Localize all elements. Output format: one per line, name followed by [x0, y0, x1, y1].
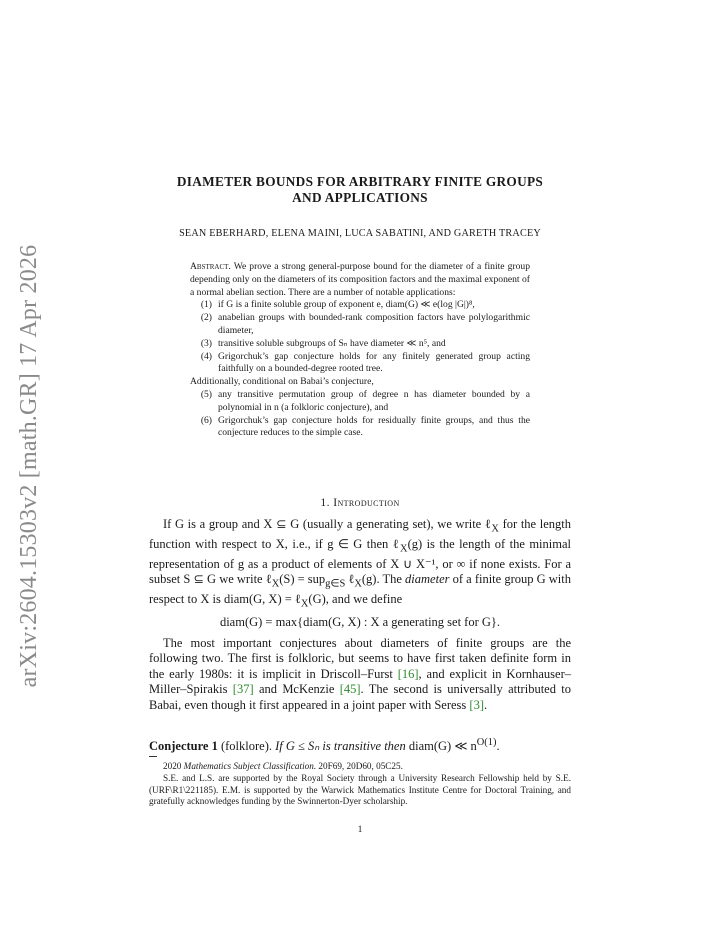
- item-number: (6): [200, 414, 212, 426]
- text-run: and McKenzie: [253, 682, 340, 697]
- text-run: (G), and we define: [308, 592, 403, 607]
- text-run: If G is a group and X ⊆ G (usually a generating set), we write ℓ: [163, 517, 492, 531]
- footnote-rule: [149, 756, 571, 757]
- title-line-2: AND APPLICATIONS: [292, 190, 428, 205]
- item-number: (1): [200, 299, 212, 311]
- author-list: SEAN EBERHARD, ELENA MAINI, LUCA SABATINI, AND GARETH TRACEY: [179, 228, 541, 239]
- text-run: .: [483, 697, 488, 712]
- subscript: X: [491, 523, 499, 535]
- section-number: 1.: [320, 496, 330, 509]
- conjecture-formula: diam(G) ≪ n: [405, 739, 477, 754]
- page-number: 1: [357, 824, 363, 835]
- conjecture-statement: If G ≤ Sₙ is transitive then: [275, 739, 406, 754]
- text-run: The most important conjectures about diameters of finite groups are the following two. The first is folkloric, but seems to have first taken definite form in the early 1980s: it is implicit in Driscoll–Furst: [149, 636, 571, 681]
- msc-label: Mathematics Subject Classification.: [183, 761, 317, 771]
- footnotes: [149, 761, 571, 808]
- item-text: Grigorchuk’s gap conjecture holds for any finitely generated group acting faithfully on a bounded-degree rooted tree.: [218, 350, 530, 375]
- text-run: of a finite group G with respect to X is diam(G, X) = ℓ: [149, 572, 571, 607]
- abstract-item: [190, 338, 530, 351]
- abstract-item: [190, 299, 530, 312]
- subscript: X: [354, 578, 362, 590]
- item-text: Grigorchuk’s gap conjecture holds for residually finite groups, and thus the conjecture reduces to the simple case.: [218, 414, 530, 439]
- paper-title: [140, 174, 580, 206]
- abstract-item: [190, 312, 530, 338]
- text-run: (S) = sup: [279, 572, 326, 587]
- title-line-1: DIAMETER BOUNDS FOR ARBITRARY FINITE GROUPS: [176, 174, 544, 189]
- abstract-item: [190, 351, 530, 377]
- text-run: ℓ: [345, 572, 355, 587]
- text-run: (g) is the length of the minimal representation of g as a product of elements of X ∪ X⁻¹, or ∞ if none exists. For a subset S ⊆ G we write ℓ: [149, 536, 571, 587]
- text-run: (g). The: [361, 572, 406, 587]
- section-heading: [140, 496, 580, 509]
- text-run: for the length function with respect to X, i.e., if g ∈ G then ℓ: [149, 517, 572, 551]
- item-number: (5): [200, 388, 212, 400]
- abstract-item: [190, 389, 530, 415]
- item-number: (3): [200, 337, 212, 349]
- text-run: .: [496, 739, 500, 754]
- subscript: X: [300, 598, 309, 610]
- abstract-intro-text: We prove a strong general-purpose bound for the diameter of a finite group depending only on the diameters of its composition factors and the maximal exponent of a normal abelian section. There are a number of notable applications:: [190, 261, 530, 298]
- subscript: g∈S: [325, 578, 346, 590]
- subscript: X: [400, 543, 408, 555]
- text-run: 2020: [163, 761, 184, 771]
- citation-link[interactable]: [3]: [469, 697, 484, 712]
- abstract: [190, 261, 530, 440]
- arxiv-stamp: arXiv:2604.15303v2 [math.GR] 17 Apr 2026: [16, 244, 42, 688]
- conjecture-attribution: (folklore).: [217, 739, 273, 754]
- citation-link[interactable]: [37]: [232, 682, 254, 697]
- superscript: O(1): [476, 737, 497, 748]
- section-title: Introduction: [333, 496, 400, 509]
- item-text: transitive soluble subgroups of Sₙ have diameter ≪ n⁵, and: [218, 337, 446, 349]
- text-run: , and explicit in Kornhauser–Miller–Spirakis: [149, 666, 571, 697]
- item-text: if G is a finite soluble group of exponent e, diam(G) ≪ e(log |G|)⁸,: [218, 299, 475, 311]
- abstract-label: Abstract.: [190, 261, 231, 272]
- funding-footnote: S.E. and L.S. are supported by the Royal Society through a University Research Fellowship held by S.E. (URF\R1\221185). E.M. is supported by the Warwick Mathematics Institute Centre for Doctoral Training, and gratefully acknowledges funding by the Swinnerton-Dyer scholarship.: [149, 772, 571, 807]
- item-text: any transitive permutation group of degree n has diameter bounded by a polynomial in n (a folkloric conjecture), and: [218, 388, 530, 413]
- abstract-intro: [190, 261, 530, 299]
- conjecture-label: Conjecture 1: [149, 739, 218, 754]
- display-equation: diam(G) = max{diam(G, X) : X a generating set for G}.: [219, 615, 501, 629]
- intro-paragraph-1: [149, 517, 571, 612]
- intro-paragraph-2: [149, 636, 571, 713]
- abstract-conditional: Additionally, conditional on Babai’s conjecture,: [190, 376, 374, 388]
- citation-link[interactable]: [16]: [397, 666, 419, 681]
- citation-link[interactable]: [45]: [339, 682, 361, 697]
- item-text: anabelian groups with bounded-rank composition factors have polylogarithmic diameter,: [218, 312, 530, 336]
- subscript: X: [271, 578, 280, 590]
- msc-codes: 20F69, 20D60, 05C25.: [316, 761, 403, 771]
- emphasis: diameter: [405, 572, 450, 587]
- abstract-item: [190, 415, 530, 441]
- text-run: . The second is universally attributed to Babai, even though it first appeared in a joint paper with Seress: [149, 682, 572, 712]
- item-number: (2): [200, 312, 212, 324]
- conjecture-1: [149, 737, 571, 754]
- msc-footnote: [149, 761, 571, 773]
- item-number: (4): [200, 350, 212, 362]
